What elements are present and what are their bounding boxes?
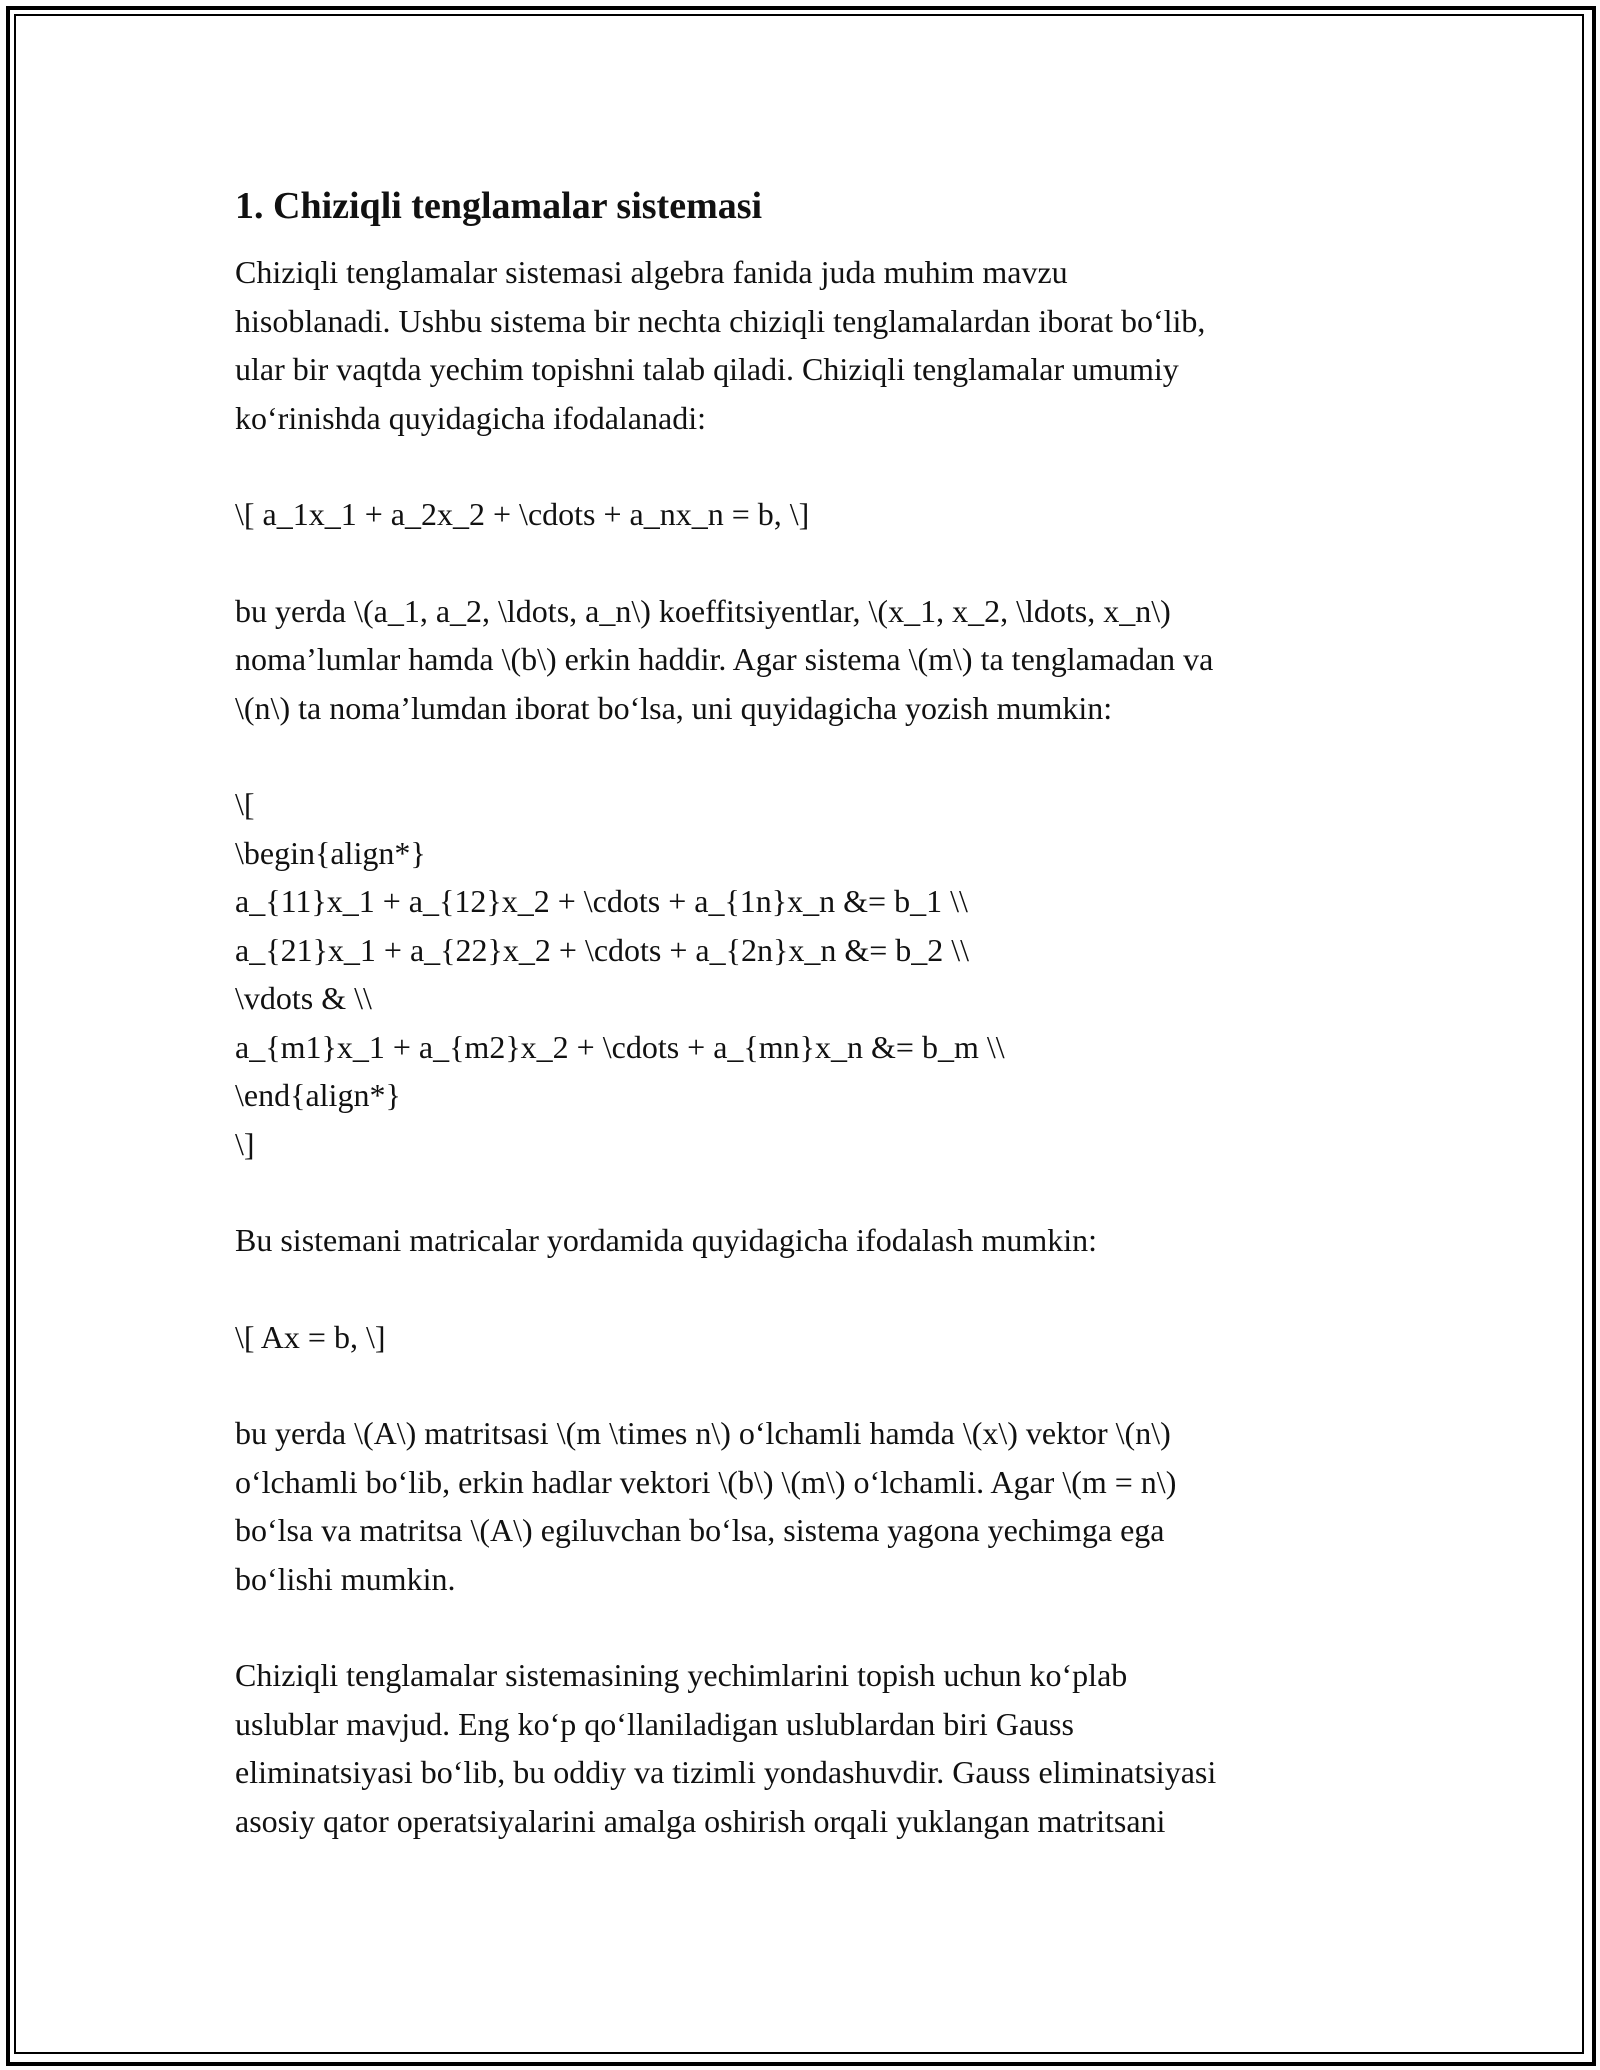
text-line: o‘lchamli bo‘lib, erkin hadlar vektori \(b\) \(m\) o‘lchamli. Agar \(m = n\): [235, 1463, 1177, 1500]
equation-line: \end{align*}: [235, 1077, 401, 1113]
text-line: asosiy qator operatsiyalarini amalga oshirish orqali yuklangan matritsani: [235, 1802, 1166, 1839]
text-line: Chiziqli tenglamalar sistemasi algebra fanida juda muhim mavzu: [235, 254, 1068, 290]
text-line: bu yerda \(a_1, a_2, \ldots, a_n\) koeffitsiyentlar, \(x_1, x_2, \ldots, x_n\): [235, 592, 1171, 629]
paragraph-matrix-intro: [235, 1216, 1385, 1265]
text-line: noma’lumlar hamda \(b\) erkin haddir. Agar sistema \(m\) ta tenglamadan va: [235, 641, 1214, 677]
text-line: ular bir vaqtda yechim topishni talab qiladi. Chiziqli tenglamalar umumiy: [235, 351, 1179, 387]
paragraph-matrix-explanation: [235, 1409, 1385, 1603]
equation-system: [235, 780, 1385, 1168]
equation-linear: [235, 490, 1385, 539]
equation-line: a_{21}x_1 + a_{22}x_2 + \cdots + a_{2n}x_n &= b_2 \\: [235, 931, 970, 968]
equation-line: \begin{align*}: [235, 834, 426, 871]
equation-line: \vdots & \\: [235, 980, 372, 1016]
paragraph-methods: [235, 1651, 1385, 1845]
text-line: bo‘lishi mumkin.: [235, 1560, 456, 1597]
text-line: hisoblanadi. Ushbu sistema bir nechta chiziqli tenglamalardan iborat bo‘lib,: [235, 302, 1206, 339]
equation-line: \[ a_1x_1 + a_2x_2 + \cdots + a_nx_n = b, \]: [235, 496, 810, 532]
section-heading: 1. Chiziqli tenglamalar sistemasi: [235, 185, 763, 227]
text-line: \(n\) ta noma’lumdan iborat bo‘lsa, uni quyidagicha yozish mumkin:: [235, 689, 1113, 726]
equation-line: a_{11}x_1 + a_{12}x_2 + \cdots + a_{1n}x_n &= b_1 \\: [235, 883, 968, 919]
equation-line: \[ Ax = b, \]: [235, 1318, 386, 1355]
equation-line: \]: [235, 1125, 255, 1162]
text-line: bo‘lsa va matritsa \(A\) egiluvchan bo‘lsa, sistema yagona yechimga ega: [235, 1512, 1165, 1548]
document-body: [235, 182, 1385, 1893]
equation-line: a_{m1}x_1 + a_{m2}x_2 + \cdots + a_{mn}x_n &= b_m \\: [235, 1028, 1005, 1065]
text-line: Chiziqli tenglamalar sistemasining yechimlarini topish uchun ko‘plab: [235, 1657, 1128, 1693]
text-line: Bu sistemani matricalar yordamida quyidagicha ifodalash mumkin:: [235, 1222, 1097, 1258]
paragraph-intro: [235, 248, 1385, 442]
text-line: eliminatsiyasi bo‘lib, bu oddiy va tizimli yondashuvdir. Gauss eliminatsiyasi: [235, 1754, 1217, 1790]
paragraph-definitions: [235, 587, 1385, 733]
text-line: ko‘rinishda quyidagicha ifodalanadi:: [235, 399, 706, 436]
text-line: uslublar mavjud. Eng ko‘p qo‘llaniladigan uslublardan biri Gauss: [235, 1705, 1074, 1742]
equation-line: \[: [235, 786, 255, 822]
equation-matrix: [235, 1313, 1385, 1362]
text-line: bu yerda \(A\) matritsasi \(m \times n\) o‘lchamli hamda \(x\) vektor \(n\): [235, 1415, 1171, 1451]
